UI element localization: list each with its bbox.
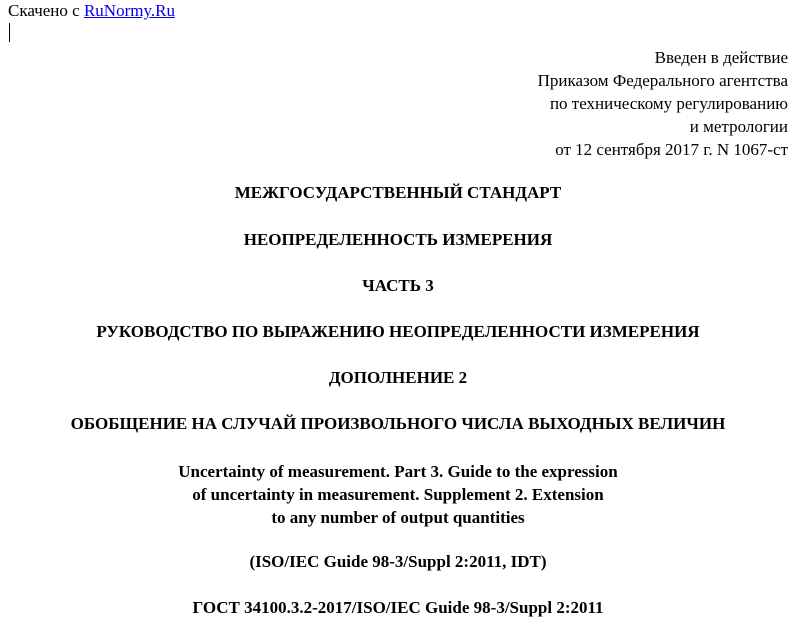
title-heading: НЕОПРЕДЕЛЕННОСТЬ ИЗМЕРЕНИЯ <box>243 230 553 249</box>
runormy-link[interactable]: RuNormy.Ru <box>83 1 175 20</box>
english-title-line: of uncertainty in measurement. Supplement 2. Extension <box>192 485 604 504</box>
introduction-line: по техническому регулированию <box>549 94 788 113</box>
download-note-prefix: Скачено с <box>8 1 84 20</box>
introduction-line: Введен в действие <box>654 48 788 67</box>
english-title <box>0 460 790 529</box>
download-note <box>8 1 175 21</box>
introduction-block <box>538 46 788 161</box>
guide-heading: РУКОВОДСТВО ПО ВЫРАЖЕНИЮ НЕОПРЕДЕЛЕННОСТИ ИЗМЕРЕНИЯ <box>96 322 700 341</box>
gost-designation: ГОСТ 34100.3.2-2017/ISO/IEC Guide 98-3/Suppl 2:2011 <box>192 598 604 617</box>
introduction-line: Приказом Федерального агентства <box>537 71 788 90</box>
subtitle-heading: ОБОБЩЕНИЕ НА СЛУЧАЙ ПРОИЗВОЛЬНОГО ЧИСЛА ВЫХОДНЫХ ВЕЛИЧИН <box>70 414 726 433</box>
english-title-line: Uncertainty of measurement. Part 3. Guide to the expression <box>178 462 618 481</box>
iso-reference: (ISO/IEC Guide 98-3/Suppl 2:2011, IDT) <box>249 552 547 571</box>
standard-type-heading: МЕЖГОСУДАРСТВЕННЫЙ СТАНДАРТ <box>234 183 562 202</box>
introduction-line: от 12 сентября 2017 г. N 1067-ст <box>555 140 788 159</box>
english-title-line: to any number of output quantities <box>271 508 525 527</box>
supplement-heading: ДОПОЛНЕНИЕ 2 <box>328 368 468 387</box>
introduction-line: и метрологии <box>689 117 788 136</box>
text-cursor <box>9 23 10 42</box>
part-heading: ЧАСТЬ 3 <box>362 276 434 295</box>
